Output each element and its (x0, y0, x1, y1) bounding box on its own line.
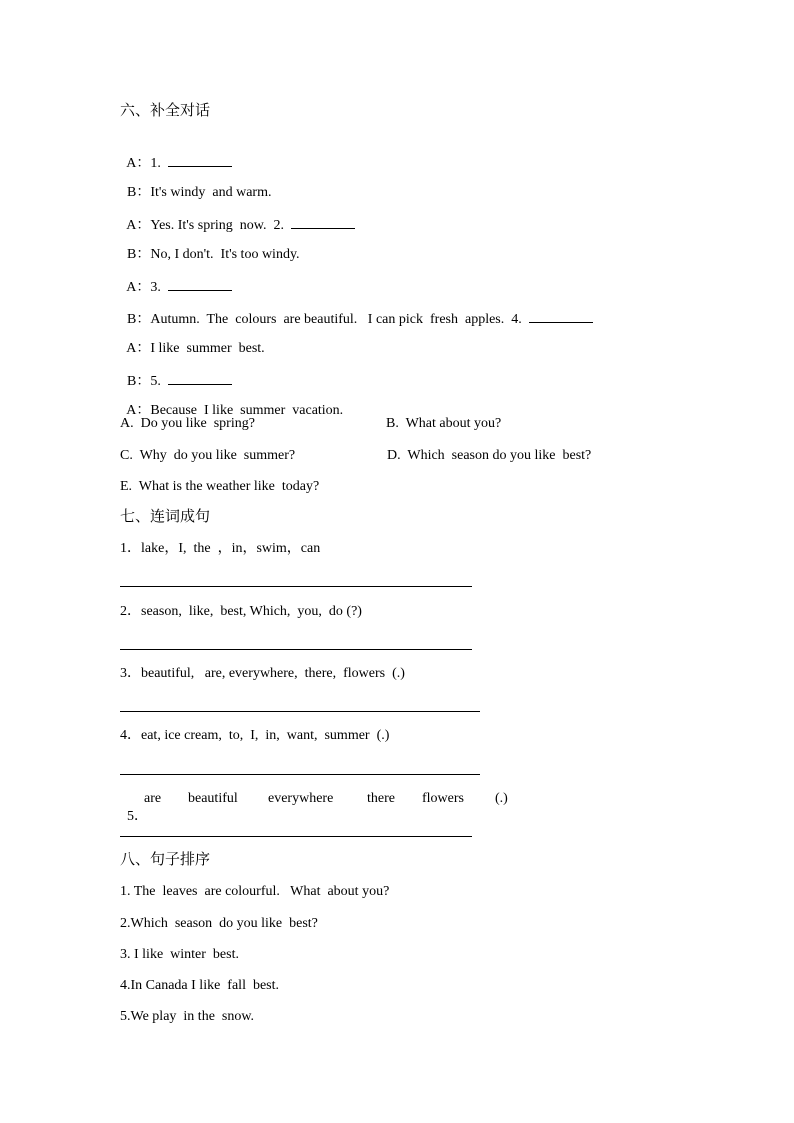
dialogue-text: 3. (150, 280, 165, 295)
answer-blank-2[interactable] (291, 215, 355, 229)
reorder-item-1: 1．lake，I, the ，in，swim，can (120, 541, 321, 556)
section7-title: 七、连词成句 (120, 509, 211, 525)
option-c: C. Why do you like summer? (120, 448, 296, 463)
section6-title: 六、补全对话 (120, 103, 211, 119)
answer-blank-1[interactable] (168, 153, 232, 167)
order-sentence-3: 3. I like winter best. (120, 947, 239, 962)
speaker: A： (126, 403, 151, 418)
option-e: E. What is the weather like today? (120, 479, 320, 494)
speaker: A： (126, 280, 151, 295)
answer-line-4[interactable] (120, 774, 480, 775)
order-sentence-2: 2.Which season do you like best? (120, 916, 318, 931)
reorder-item-2: 2．season, like, best, Which, you, do (?) (120, 604, 362, 619)
section8-title: 八、句子排序 (120, 852, 211, 868)
speaker: B： (127, 374, 151, 389)
speaker: B： (127, 185, 151, 200)
word: everywhere (268, 791, 334, 806)
dialogue-text: It's windy and warm. (150, 185, 272, 200)
option-d: D. Which season do you like best? (387, 448, 592, 463)
order-sentence-5: 5.We play in the snow. (120, 1009, 255, 1024)
option-a: A. Do you like spring? (120, 416, 255, 431)
speaker: B： (127, 247, 151, 262)
dialogue-text: 1. (150, 156, 165, 171)
speaker: A： (126, 156, 151, 171)
dialogue-text: Autumn. The colours are beautiful. I can pick fresh apples. 4. (150, 312, 526, 327)
word: beautiful (188, 791, 238, 806)
word: (.) (495, 791, 508, 806)
word: there (367, 791, 395, 806)
reorder-item-3: 3．beautiful, are, everywhere, there, flowers (.) (120, 666, 405, 681)
answer-line-2[interactable] (120, 649, 472, 650)
option-b: B. What about you? (386, 416, 502, 431)
speaker: B： (127, 312, 151, 327)
speaker: A： (126, 218, 151, 233)
speaker: A： (126, 341, 151, 356)
answer-line-5[interactable] (120, 836, 472, 837)
answer-line-1[interactable] (120, 586, 472, 587)
dialogue-text: No, I don't. It's too windy. (150, 247, 300, 262)
word: flowers (422, 791, 464, 806)
answer-blank-3[interactable] (168, 277, 232, 291)
order-sentence-4: 4.In Canada I like fall best. (120, 978, 280, 993)
item-number: 5． (127, 809, 148, 824)
dialogue-text: I like summer best. (150, 341, 265, 356)
reorder-item-4: 4．eat, ice cream, to, I, in, want, summer (.) (120, 728, 390, 743)
answer-blank-5[interactable] (168, 371, 232, 385)
dialogue-text: Yes. It's spring now. 2. (150, 218, 288, 233)
answer-blank-4[interactable] (529, 309, 593, 323)
order-sentence-1: 1. The leaves are colourful. What about you? (120, 884, 390, 899)
word: are (144, 791, 162, 806)
dialogue-text: Because I like summer vacation. (150, 403, 344, 418)
answer-line-3[interactable] (120, 711, 480, 712)
dialogue-text: 5. (150, 374, 165, 389)
